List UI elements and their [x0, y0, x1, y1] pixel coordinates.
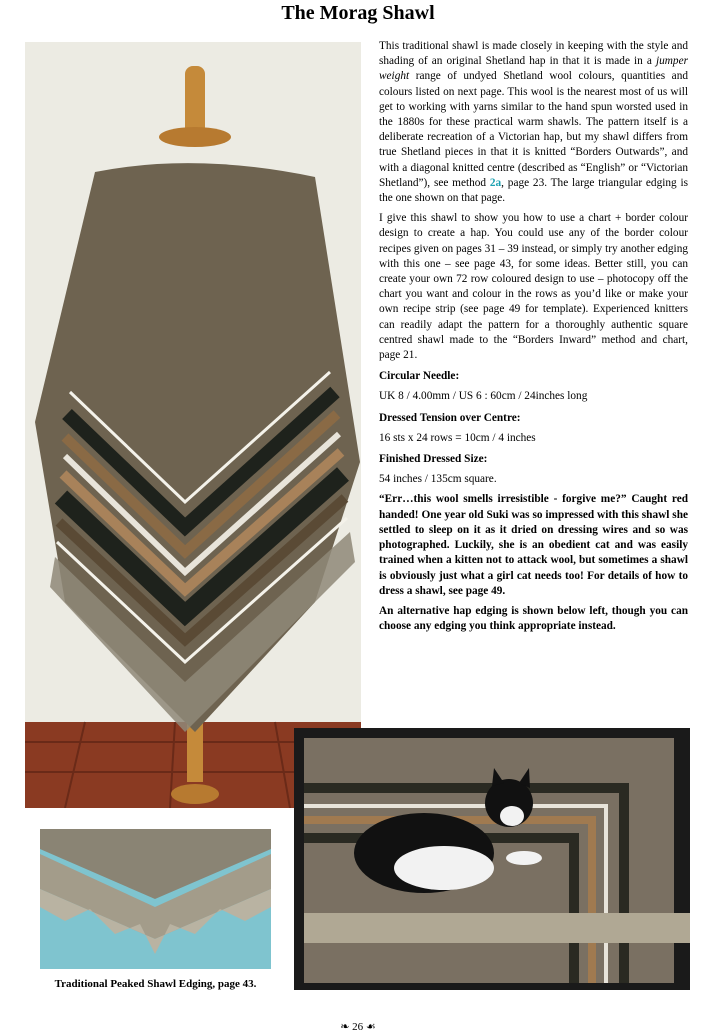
size-value: 54 inches / 135cm square.: [379, 473, 497, 486]
peaked-edging-photo: [40, 829, 271, 969]
cat-on-shawl-photo: [294, 728, 690, 990]
needle-heading: Circular Needle:: [379, 370, 460, 383]
needle-value: UK 8 / 4.00mm / US 6 : 60cm / 24inches long: [379, 390, 588, 403]
method-link[interactable]: 2a: [489, 176, 502, 189]
chart-paragraph: I give this shawl to show you how to use a chart + border colour design to create a hap. You could use any of the border colour recipes given on pages 31 – 39 instead, or simply try another edging with this one – see page 43, for some ideas. Better still, you can create your own 72 row coloured design to use – photocopy off the chart you want and colour in the rows as you’d like or make your own recipe strip (see page 49 for template). Experienced knitters can readily adapt the pattern for a thoroughly authentic square centred shawl made to the “Borders Inward” method and chart, page 21.: [379, 212, 688, 362]
tension-value: 16 sts x 24 rows = 10cm / 4 inches: [379, 431, 536, 444]
cat-note: “Err…this wool smells irresistible - forgive me?” Caught red handed! One year old Suki was so impressed with this shawl she settled to sleep on it as it dried on dressing wires and so was photographed. Luckily, she is an obedient cat and was easily trained when a kitten not to attack wool, but sometimes a shawl is obviously just what a girl cat needs too! For details of how to dress a shawl, see page 49.: [379, 493, 688, 597]
page-number: 26: [352, 1021, 364, 1033]
article-text: [379, 39, 688, 639]
intro-paragraph: This traditional shawl is made closely in keeping with the style and shading of an original Shetland hap in that it is made in a jumper weight range of undyed Shetland wool colours, quantities and colours listed on next page. This wool is the nearest most of us will get to working with yarns similar to the hand spun worsted used in the 1880s for these practical warm shawls. The pattern itself is a deliberate recreation of a Victorian hap, but my shawl differs from true Shetland pieces in that it is knitted “Borders Outwards”, and with a diagonal knitted centre (described as “English” or “Victorian Shetland”), see method 2a, page 23. The large triangular edging is the one shown on that page.: [379, 40, 689, 205]
ornament-left-icon: ❧: [340, 1021, 353, 1033]
tension-heading: Dressed Tension over Centre:: [379, 411, 521, 424]
edging-caption: Traditional Peaked Shawl Edging, page 43.: [54, 978, 257, 990]
ornament-right-icon: ☙: [363, 1021, 376, 1033]
page-footer: [0, 1020, 716, 1033]
alternative-edging-note: An alternative hap edging is shown below left, though you can choose any edging you think appropriate instead.: [379, 604, 688, 633]
shawl-on-mannequin-photo: [25, 42, 361, 808]
page-title: The Morag Shawl: [281, 2, 435, 24]
size-heading: Finished Dressed Size:: [379, 453, 488, 466]
